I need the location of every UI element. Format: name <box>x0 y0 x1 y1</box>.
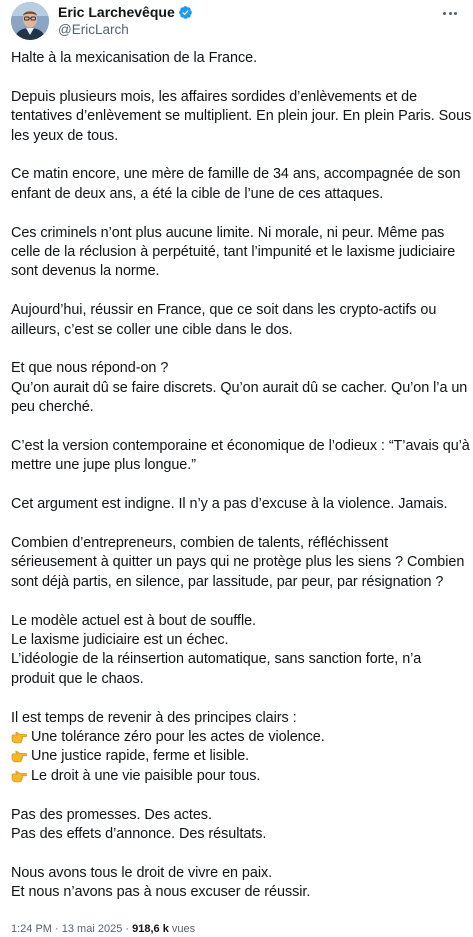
text-line: Le laxisme judiciaire est un échec. <box>11 632 229 649</box>
principles-intro: Il est temps de revenir à des principes clairs : <box>11 709 297 726</box>
paragraph <box>11 534 465 592</box>
text-line: Nous avons tous le droit de vivre en paix. <box>11 864 273 881</box>
paragraph <box>11 301 461 340</box>
text-line: L’idéologie de la réinsertion automatique, sans sanction forte, n’a <box>11 651 422 668</box>
text-line: C’est la version contemporaine et économique de l’odieux : “T’avais qu’à <box>11 438 470 455</box>
text-line: peu cherché. <box>11 399 94 416</box>
list-item <box>11 747 461 766</box>
post-date[interactable]: 13 mai 2025 <box>61 922 123 935</box>
text-line: Et nous n’avons pas à nous excuser de réussir. <box>11 884 311 901</box>
paragraph <box>11 224 461 282</box>
text-line: Ce matin encore, une mère de famille de 34 ans, accompagnée de son <box>11 166 461 183</box>
paragraph <box>11 806 461 845</box>
text-line: celle de la réclusion à perpétuité, tant l’impunité et le laxisme judiciaire <box>11 244 456 261</box>
text-line: Combien d’entrepreneurs, combien de talents, réfléchissent <box>11 535 389 552</box>
text-line: Aujourd’hui, réussir en France, que ce soit dans les crypto-actifs ou <box>11 302 437 319</box>
text-line: Halte à la mexicanisation de la France. <box>11 50 258 66</box>
meta-separator: · <box>55 922 59 935</box>
author-handle[interactable]: @EricLarch <box>58 22 129 37</box>
paragraph <box>11 359 468 417</box>
tweet-header <box>11 0 461 46</box>
text-line: Pas des promesses. Des actes. <box>11 806 212 823</box>
paragraph <box>11 495 461 514</box>
paragraph <box>11 864 461 903</box>
text-line: sérieusement à quitter un pays qui ne protège plus les siens ? Combien <box>11 554 465 571</box>
bullet-text: Une justice rapide, ferme et lisible. <box>31 748 250 765</box>
text-line: les yeux de tous. <box>11 127 119 144</box>
text-line: Depuis plusieurs mois, les affaires sordides d’enlèvements et de <box>11 88 418 105</box>
list-item <box>11 767 461 786</box>
bullet-text: Une tolérance zéro pour les actes de violence. <box>31 729 325 746</box>
name-row <box>58 4 193 21</box>
paragraph <box>11 437 470 476</box>
principles-list <box>11 709 461 787</box>
paragraph <box>11 612 461 690</box>
meta-separator: · <box>125 922 130 935</box>
views-count: 918,6 k <box>132 922 169 935</box>
text-line: Cet argument est indigne. Il n’y a pas d’excuse à la violence. Jamais. <box>11 496 448 513</box>
text-line: mettre une jupe plus longue.” <box>11 457 196 474</box>
bullet-text: Le droit à une vie paisible pour tous. <box>31 767 261 784</box>
backhand-index-pointing-right-icon <box>11 731 27 745</box>
text-line: Et que nous répond-on ? <box>11 360 169 377</box>
paragraph <box>11 165 461 204</box>
display-name[interactable]: Eric Larchevêque <box>58 4 175 20</box>
list-item <box>11 728 461 747</box>
tweet-meta <box>11 922 461 937</box>
views-label: vues <box>171 922 196 935</box>
text-line: tentatives d’enlèvement se multiplient. En plein jour. En plein Paris. Sous <box>11 108 472 125</box>
paragraph <box>11 49 461 68</box>
tweet-text <box>11 49 472 903</box>
backhand-index-pointing-right-icon <box>11 750 27 764</box>
text-line: enfant de deux ans, a été la cible de l’une de ces attaques. <box>11 185 384 202</box>
paragraph <box>11 88 472 146</box>
avatar-image <box>11 2 49 40</box>
backhand-index-pointing-right-icon <box>11 770 27 784</box>
avatar[interactable] <box>11 2 49 40</box>
more-horizontal-icon[interactable] <box>439 4 461 22</box>
text-line: sont devenus la norme. <box>11 263 160 280</box>
text-line: sont déjà partis, en silence, par lassitude, par peur, par résignation ? <box>11 573 444 590</box>
text-line: produit que le chaos. <box>11 670 144 687</box>
verified-badge-icon <box>178 5 193 20</box>
author-names <box>58 4 193 39</box>
post-time[interactable]: 1:24 PM <box>11 922 52 935</box>
text-line: Ces criminels n’ont plus aucune limite. Ni morale, ni peur. Même pas <box>11 224 445 241</box>
text-line: Qu’on aurait dû se faire discrets. Qu’on aurait dû se cacher. Qu’on l’a un <box>11 379 468 396</box>
text-line: Pas des effets d’annonce. Des résultats. <box>11 826 267 843</box>
text-line: Le modèle actuel est à bout de souffle. <box>11 612 256 629</box>
text-line: ailleurs, c’est se coller une cible dans le dos. <box>11 321 293 338</box>
